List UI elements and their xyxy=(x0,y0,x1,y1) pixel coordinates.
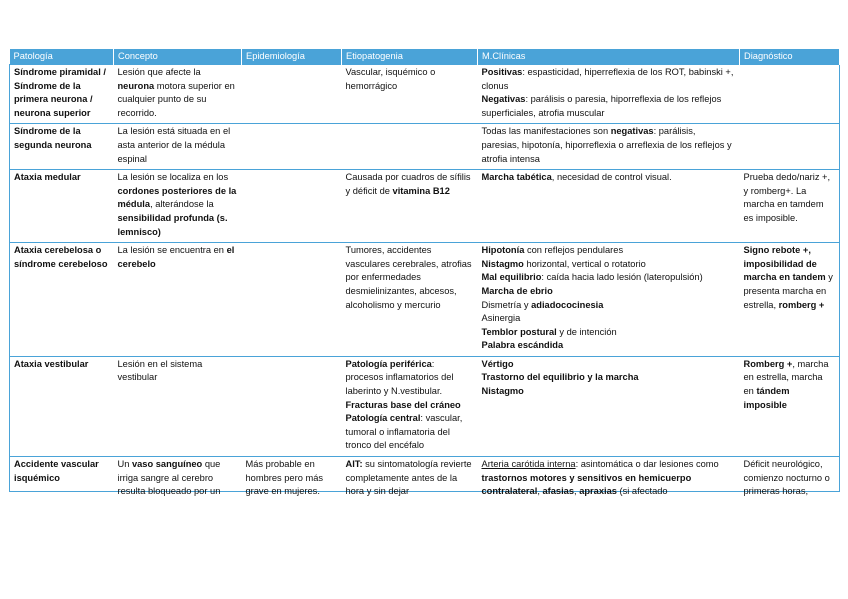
header-patologia: Patología xyxy=(10,49,114,65)
cell-mclinicas: Marcha tabética, necesidad de control visual. xyxy=(478,170,740,243)
medical-table-sheet xyxy=(9,49,839,497)
cell-etiopatogenia: Causada por cuadros de sífilis y déficit de vitamina B12 xyxy=(342,170,478,243)
cell-epidemiologia: Más probable en hombres pero más grave en mujeres. xyxy=(242,457,342,492)
cell-etiopatogenia: AIT: su sintomatología revierte completamente antes de la hora y sin dejar xyxy=(342,457,478,492)
cell-patologia: Accidente vascular isquémico xyxy=(10,457,114,492)
cell-epidemiologia xyxy=(242,356,342,456)
cell-patologia: Ataxia vestibular xyxy=(10,356,114,456)
cell-concepto: Un vaso sanguíneo que irriga sangre al cerebro resulta bloqueado por un xyxy=(114,457,242,492)
pathology-table xyxy=(9,49,840,497)
cell-diagnostico xyxy=(740,124,840,170)
cell-concepto: Lesión en el sistema vestibular xyxy=(114,356,242,456)
header-etiopatogenia: Etiopatogenia xyxy=(342,49,478,65)
cell-etiopatogenia: Patología periférica: procesos inflamatorios del laberinto y N.vestibular. Fracturas base del cráneo Patología central: vascular, tumoral o inflamatoria del tronco del encéfalo xyxy=(342,356,478,456)
cell-diagnostico xyxy=(740,65,840,124)
cell-mclinicas: Positivas: espasticidad, hiperreflexia de los ROT, babinski +, clonus Negativas: parálisis o paresia, hiporreflexia de los reflejos superficiales, atrofia muscular xyxy=(478,65,740,124)
cell-epidemiologia xyxy=(242,243,342,357)
cell-epidemiologia xyxy=(242,170,342,243)
cell-etiopatogenia xyxy=(342,124,478,170)
cell-mclinicas: Arteria carótida interna: asintomática o dar lesiones como trastornos motores y sensitivos en hemicuerpo contralateral, afasias, apraxias (si afectado xyxy=(478,457,740,492)
cell-diagnostico: Prueba dedo/nariz +, y romberg+. La marcha en tamdem es imposible. xyxy=(740,170,840,243)
header-diagnostico: Diagnóstico xyxy=(740,49,840,65)
cell-patologia: Ataxia cerebelosa o síndrome cerebeloso xyxy=(10,243,114,357)
cell-diagnostico: Romberg +, marcha en estrella, marcha en tándem imposible xyxy=(740,356,840,456)
table-row xyxy=(10,124,840,170)
cell-diagnostico: Signo rebote +, imposibilidad de marcha en tandem y presenta marcha en estrella, romberg + xyxy=(740,243,840,357)
cell-patologia: Síndrome de la segunda neurona xyxy=(10,124,114,170)
table-row xyxy=(10,356,840,456)
cell-epidemiologia xyxy=(242,65,342,124)
table-row xyxy=(10,243,840,357)
cell-concepto: Lesión que afecte la neurona motora superior en cualquier punto de su recorrido. xyxy=(114,65,242,124)
cell-mclinicas: Todas las manifestaciones son negativas: parálisis, paresias, hipotonía, hiporreflexia o arreflexia de los reflejos y atrofia intensa xyxy=(478,124,740,170)
table-row xyxy=(10,65,840,124)
cell-etiopatogenia: Tumores, accidentes vasculares cerebrales, atrofias por enfermedades desmielinizantes, abcesos, alcoholismo y mercurio xyxy=(342,243,478,357)
header-concepto: Concepto xyxy=(114,49,242,65)
header-mclinicas: M.Clínicas xyxy=(478,49,740,65)
cell-patologia: Síndrome piramidal / Síndrome de la primera neurona / neurona superior xyxy=(10,65,114,124)
cell-concepto: La lesión se localiza en los cordones posteriores de la médula, alterándose la sensibilidad profunda (s. lemnisco) xyxy=(114,170,242,243)
header-row xyxy=(10,49,840,65)
cell-mclinicas: Vértigo Trastorno del equilibrio y la marcha Nistagmo xyxy=(478,356,740,456)
cell-concepto: La lesión se encuentra en el cerebelo xyxy=(114,243,242,357)
cell-concepto: La lesión está situada en el asta anterior de la médula espinal xyxy=(114,124,242,170)
cell-mclinicas: Hipotonía con reflejos pendulares Nistagmo horizontal, vertical o rotatorio Mal equilibrio: caída hacia lado lesión (lateropulsión) Marcha de ebrio Dismetría y adiadococinesia Asinergia Temblor postural y de intención Palabra escándida xyxy=(478,243,740,357)
cell-diagnostico: Déficit neurológico, comienzo nocturno o primeras horas, xyxy=(740,457,840,492)
table-row xyxy=(10,170,840,243)
header-epidemiologia: Epidemiología xyxy=(242,49,342,65)
cell-epidemiologia xyxy=(242,124,342,170)
table-row xyxy=(10,457,840,492)
cell-etiopatogenia: Vascular, isquémico o hemorrágico xyxy=(342,65,478,124)
cell-patologia: Ataxia medular xyxy=(10,170,114,243)
